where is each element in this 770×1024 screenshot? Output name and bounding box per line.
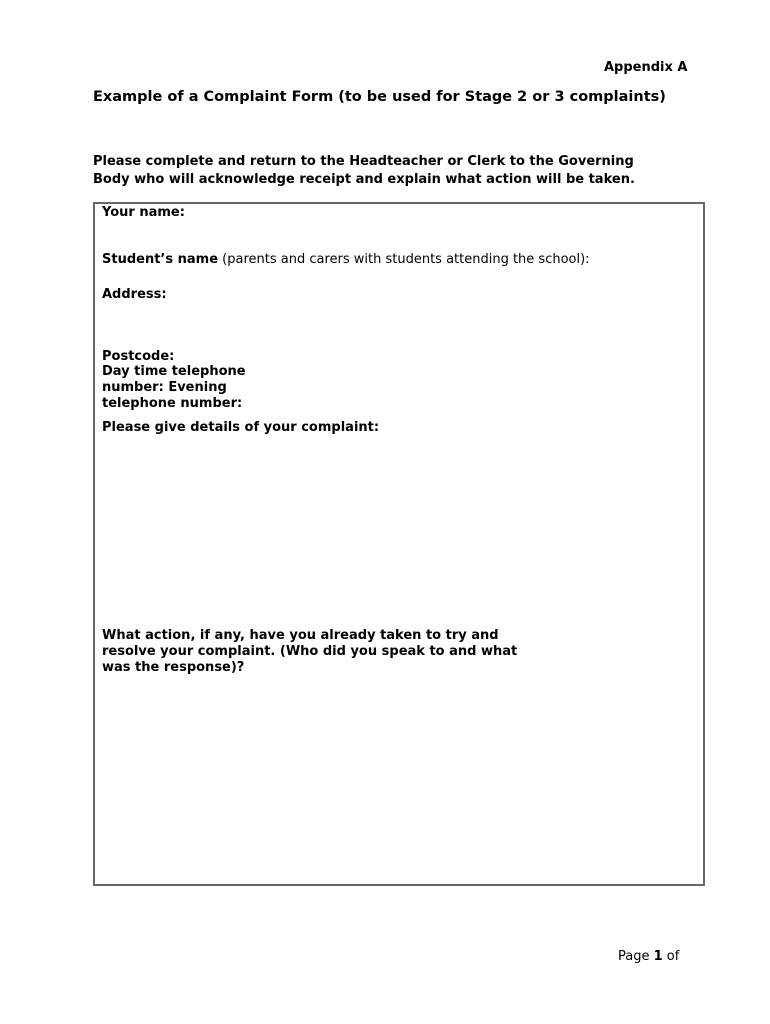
appendix-label: Appendix A <box>604 60 688 75</box>
page-number-value: 1 <box>653 949 663 964</box>
postcode-label: Postcode: <box>102 349 175 364</box>
action-label-3: was the response)? <box>102 660 245 675</box>
page-number <box>618 949 679 965</box>
complaint-form-box <box>93 202 705 886</box>
phone-label-1: Day time telephone <box>102 364 246 379</box>
page-suffix: of <box>662 949 680 964</box>
student-name-label: Student’s name <box>102 252 219 267</box>
details-label: Please give details of your complaint: <box>102 420 380 435</box>
student-name-note: (parents and carers with students attending the school): <box>218 252 590 267</box>
action-label-2: resolve your complaint. (Who did you speak to and what <box>102 644 518 659</box>
action-label-1: What action, if any, have you already taken to try and <box>102 628 499 643</box>
phone-label-2: number: Evening <box>102 380 227 395</box>
intro-line-2: Body who will acknowledge receipt and explain what action will be taken. <box>93 172 635 187</box>
page-title: Example of a Complaint Form (to be used for Stage 2 or 3 complaints) <box>93 89 666 105</box>
intro-line-1: Please complete and return to the Headteacher or Clerk to the Governing <box>93 154 634 169</box>
your-name-label: Your name: <box>102 205 185 220</box>
page-prefix: Page <box>618 949 654 964</box>
address-label: Address: <box>102 287 167 302</box>
phone-label-3: telephone number: <box>102 396 243 411</box>
student-name-field <box>102 252 590 268</box>
